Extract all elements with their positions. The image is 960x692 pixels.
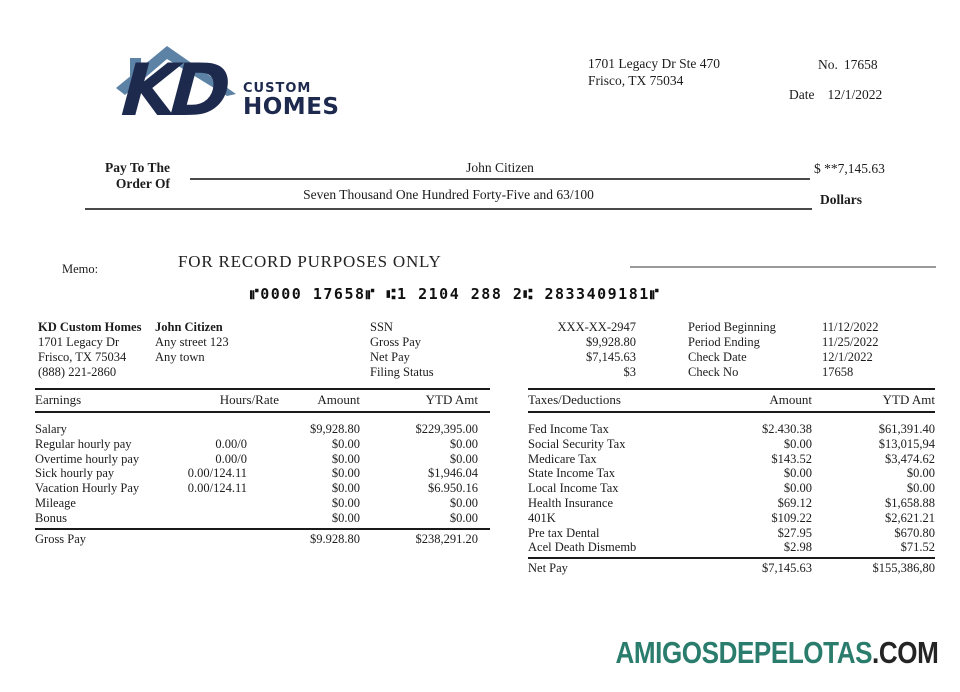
ytd-header: YTD Amt <box>882 392 935 407</box>
earnings-row <box>35 437 490 452</box>
check-number-value: 17658 <box>843 57 878 72</box>
deductions-table <box>528 388 935 576</box>
earning-amount: $0.00 <box>331 481 360 496</box>
earnings-header: Earnings <box>35 392 82 407</box>
summary-value: $3 <box>623 365 636 379</box>
earning-amount: $9,928.80 <box>310 422 360 436</box>
company-address2: Frisco, TX 75034 <box>38 350 127 364</box>
net-pay-total-row <box>528 557 935 576</box>
earning-amount: $0.00 <box>331 466 360 481</box>
deductions-header-row <box>528 388 935 413</box>
earning-label: Mileage <box>35 495 76 510</box>
logo-homes-text: HOMES <box>243 94 340 120</box>
earning-hours: 0.00/124.11 <box>187 481 247 496</box>
earning-amount: $0.00 <box>331 510 360 525</box>
earning-label: Overtime hourly pay <box>35 451 140 466</box>
deduction-row <box>528 496 935 511</box>
deduction-amount: $0.00 <box>783 481 812 496</box>
earning-ytd: $0.00 <box>449 510 478 525</box>
period-label: Check No <box>688 365 739 379</box>
payee-name: John Citizen <box>190 160 810 180</box>
deduction-label: Acel Death Dismemb <box>528 540 637 555</box>
pay-summary-block <box>370 320 636 380</box>
deduction-amount: $27.95 <box>777 525 812 540</box>
deduction-ytd: $1,658.88 <box>885 495 935 510</box>
deduction-label: Medicare Tax <box>528 451 597 466</box>
table-spacer <box>35 413 490 422</box>
signature-line <box>630 266 936 268</box>
earning-label: Vacation Hourly Pay <box>35 481 140 496</box>
summary-value: XXX-XX-2947 <box>557 320 636 334</box>
earnings-row <box>35 422 490 437</box>
deduction-ytd: $71.52 <box>900 540 935 555</box>
amount-in-words: Seven Thousand One Hundred Forty-Five and 63/100 <box>85 187 812 210</box>
deduction-label: Social Security Tax <box>528 436 626 451</box>
period-row <box>688 320 878 335</box>
earning-hours: 0.00/124.11 <box>187 466 247 481</box>
deduction-amount: $2.98 <box>783 540 812 555</box>
earning-amount: $0.00 <box>331 495 360 510</box>
earning-ytd: $6.950.16 <box>428 481 478 496</box>
summary-label: Net Pay <box>370 350 410 364</box>
summary-value: $9,928.80 <box>586 335 636 349</box>
period-row <box>688 365 878 380</box>
earning-amount: $0.00 <box>331 436 360 451</box>
deduction-ytd: $3,474.62 <box>885 451 935 466</box>
deduction-row <box>528 422 935 437</box>
earnings-table <box>35 388 490 547</box>
deduction-label: Fed Income Tax <box>528 422 609 436</box>
deduction-row <box>528 540 935 555</box>
deduction-amount: $109.22 <box>771 510 812 525</box>
net-pay-amount: $7,145.63 <box>762 561 812 576</box>
deduction-label: Pre tax Dental <box>528 525 600 540</box>
period-value: 11/12/2022 <box>822 320 879 334</box>
micr-line: ⑈0000 17658⑈ ⑆1 2104 288 2⑆ 2833409181⑈ <box>249 285 661 303</box>
deduction-amount: $0.00 <box>783 436 812 451</box>
earning-label: Regular hourly pay <box>35 436 132 451</box>
deduction-row <box>528 452 935 467</box>
summary-row <box>370 350 636 365</box>
earning-hours: 0.00/0 <box>215 436 247 451</box>
summary-value: $7,145.63 <box>586 350 636 364</box>
period-label: Period Ending <box>688 335 760 349</box>
period-value: 12/1/2022 <box>822 350 873 364</box>
date-value: 12/1/2022 <box>827 87 883 102</box>
date-label: Date <box>789 87 815 102</box>
summary-label: SSN <box>370 320 393 334</box>
period-value: 17658 <box>822 365 854 379</box>
company-name: KD Custom Homes <box>38 320 142 334</box>
earning-label: Bonus <box>35 510 67 525</box>
address-line2: Frisco, TX 75034 <box>588 73 684 88</box>
amount-header: Amount <box>317 392 360 407</box>
deduction-ytd: $0.00 <box>906 466 935 481</box>
dollars-label: Dollars <box>820 192 862 207</box>
earnings-row <box>35 511 490 526</box>
earning-label: Salary <box>35 422 67 436</box>
logo-custom-text: CUSTOM <box>243 81 312 96</box>
period-label: Period Beginning <box>688 320 776 334</box>
employee-name: John Citizen <box>155 320 223 334</box>
gross-pay-ytd: $238,291.20 <box>415 531 478 546</box>
earnings-row <box>35 466 490 481</box>
deduction-amount: $2.430.38 <box>762 422 812 436</box>
amount-header: Amount <box>769 392 812 407</box>
watermark <box>615 635 938 671</box>
address-line1: 1701 Legacy Dr Ste 470 <box>588 56 720 71</box>
earning-ytd: $0.00 <box>449 495 478 510</box>
memo-label: Memo: <box>62 262 99 276</box>
summary-row <box>370 365 636 380</box>
check-number-label: No. <box>818 57 838 72</box>
deduction-row <box>528 481 935 496</box>
deduction-label: Health Insurance <box>528 495 614 510</box>
earning-ytd: $0.00 <box>449 436 478 451</box>
deduction-ytd: $13,015,94 <box>878 436 935 451</box>
check-number <box>818 57 878 73</box>
hours-rate-header: Hours/Rate <box>219 392 279 407</box>
ytd-header: YTD Amt <box>425 392 478 407</box>
earnings-row <box>35 481 490 496</box>
deduction-ytd: $670.80 <box>894 525 935 540</box>
table-spacer <box>528 413 935 422</box>
period-row <box>688 350 878 365</box>
earning-ytd: $0.00 <box>449 451 478 466</box>
summary-row <box>370 335 636 350</box>
company-address-header <box>588 55 720 89</box>
earning-hours: 0.00/0 <box>215 451 247 466</box>
earning-ytd: $229,395.00 <box>415 422 478 436</box>
deduction-row <box>528 437 935 452</box>
company-phone: (888) 221-2860 <box>38 365 117 379</box>
employee-address1: Any street 123 <box>155 335 229 349</box>
earning-label: Sick hourly pay <box>35 466 115 481</box>
deduction-ytd: $2,621.21 <box>885 510 935 525</box>
deduction-row <box>528 466 935 481</box>
pay-to-label: Pay To The Order Of <box>104 160 170 191</box>
deduction-row <box>528 511 935 526</box>
earnings-row <box>35 452 490 467</box>
net-pay-label: Net Pay <box>528 561 568 576</box>
summary-label: Gross Pay <box>370 335 422 349</box>
deduction-row <box>528 526 935 541</box>
deduction-amount: $0.00 <box>783 466 812 481</box>
deduction-label: Local Income Tax <box>528 481 619 496</box>
watermark-brand: AMIGOSDEPELOTAS <box>615 635 872 670</box>
summary-label: Filing Status <box>370 365 434 379</box>
earning-ytd: $1,946.04 <box>428 466 478 481</box>
earnings-row <box>35 496 490 511</box>
earning-amount: $0.00 <box>331 451 360 466</box>
deduction-amount: $69.12 <box>777 495 812 510</box>
deduction-label: State Income Tax <box>528 466 616 481</box>
earnings-header-row <box>35 388 490 413</box>
watermark-suffix: .COM <box>871 635 938 670</box>
logo-kd-text: KD <box>119 48 227 132</box>
amount-numeric: $ **7,145.63 <box>814 161 885 176</box>
summary-row <box>370 320 636 335</box>
deduction-label: 401K <box>528 510 556 525</box>
company-address1: 1701 Legacy Dr <box>38 335 120 349</box>
period-value: 11/25/2022 <box>822 335 879 349</box>
gross-pay-label: Gross Pay <box>35 531 87 546</box>
period-row <box>688 335 878 350</box>
deduction-amount: $143.52 <box>771 451 812 466</box>
deduction-ytd: $61,391.40 <box>878 422 935 436</box>
employee-info-block <box>155 320 229 365</box>
employee-address2: Any town <box>155 350 205 364</box>
gross-pay-total-row <box>35 528 490 547</box>
company-logo <box>110 42 340 146</box>
net-pay-ytd: $155,386,80 <box>872 561 935 576</box>
gross-pay-amount: $9.928.80 <box>310 531 360 546</box>
check-date <box>789 87 882 103</box>
pay-period-block <box>688 320 878 380</box>
deductions-header: Taxes/Deductions <box>528 392 621 407</box>
period-label: Check Date <box>688 350 747 364</box>
company-info-block <box>38 320 141 380</box>
deduction-ytd: $0.00 <box>906 481 935 496</box>
record-purposes-text: FOR RECORD PURPOSES ONLY <box>178 252 442 271</box>
